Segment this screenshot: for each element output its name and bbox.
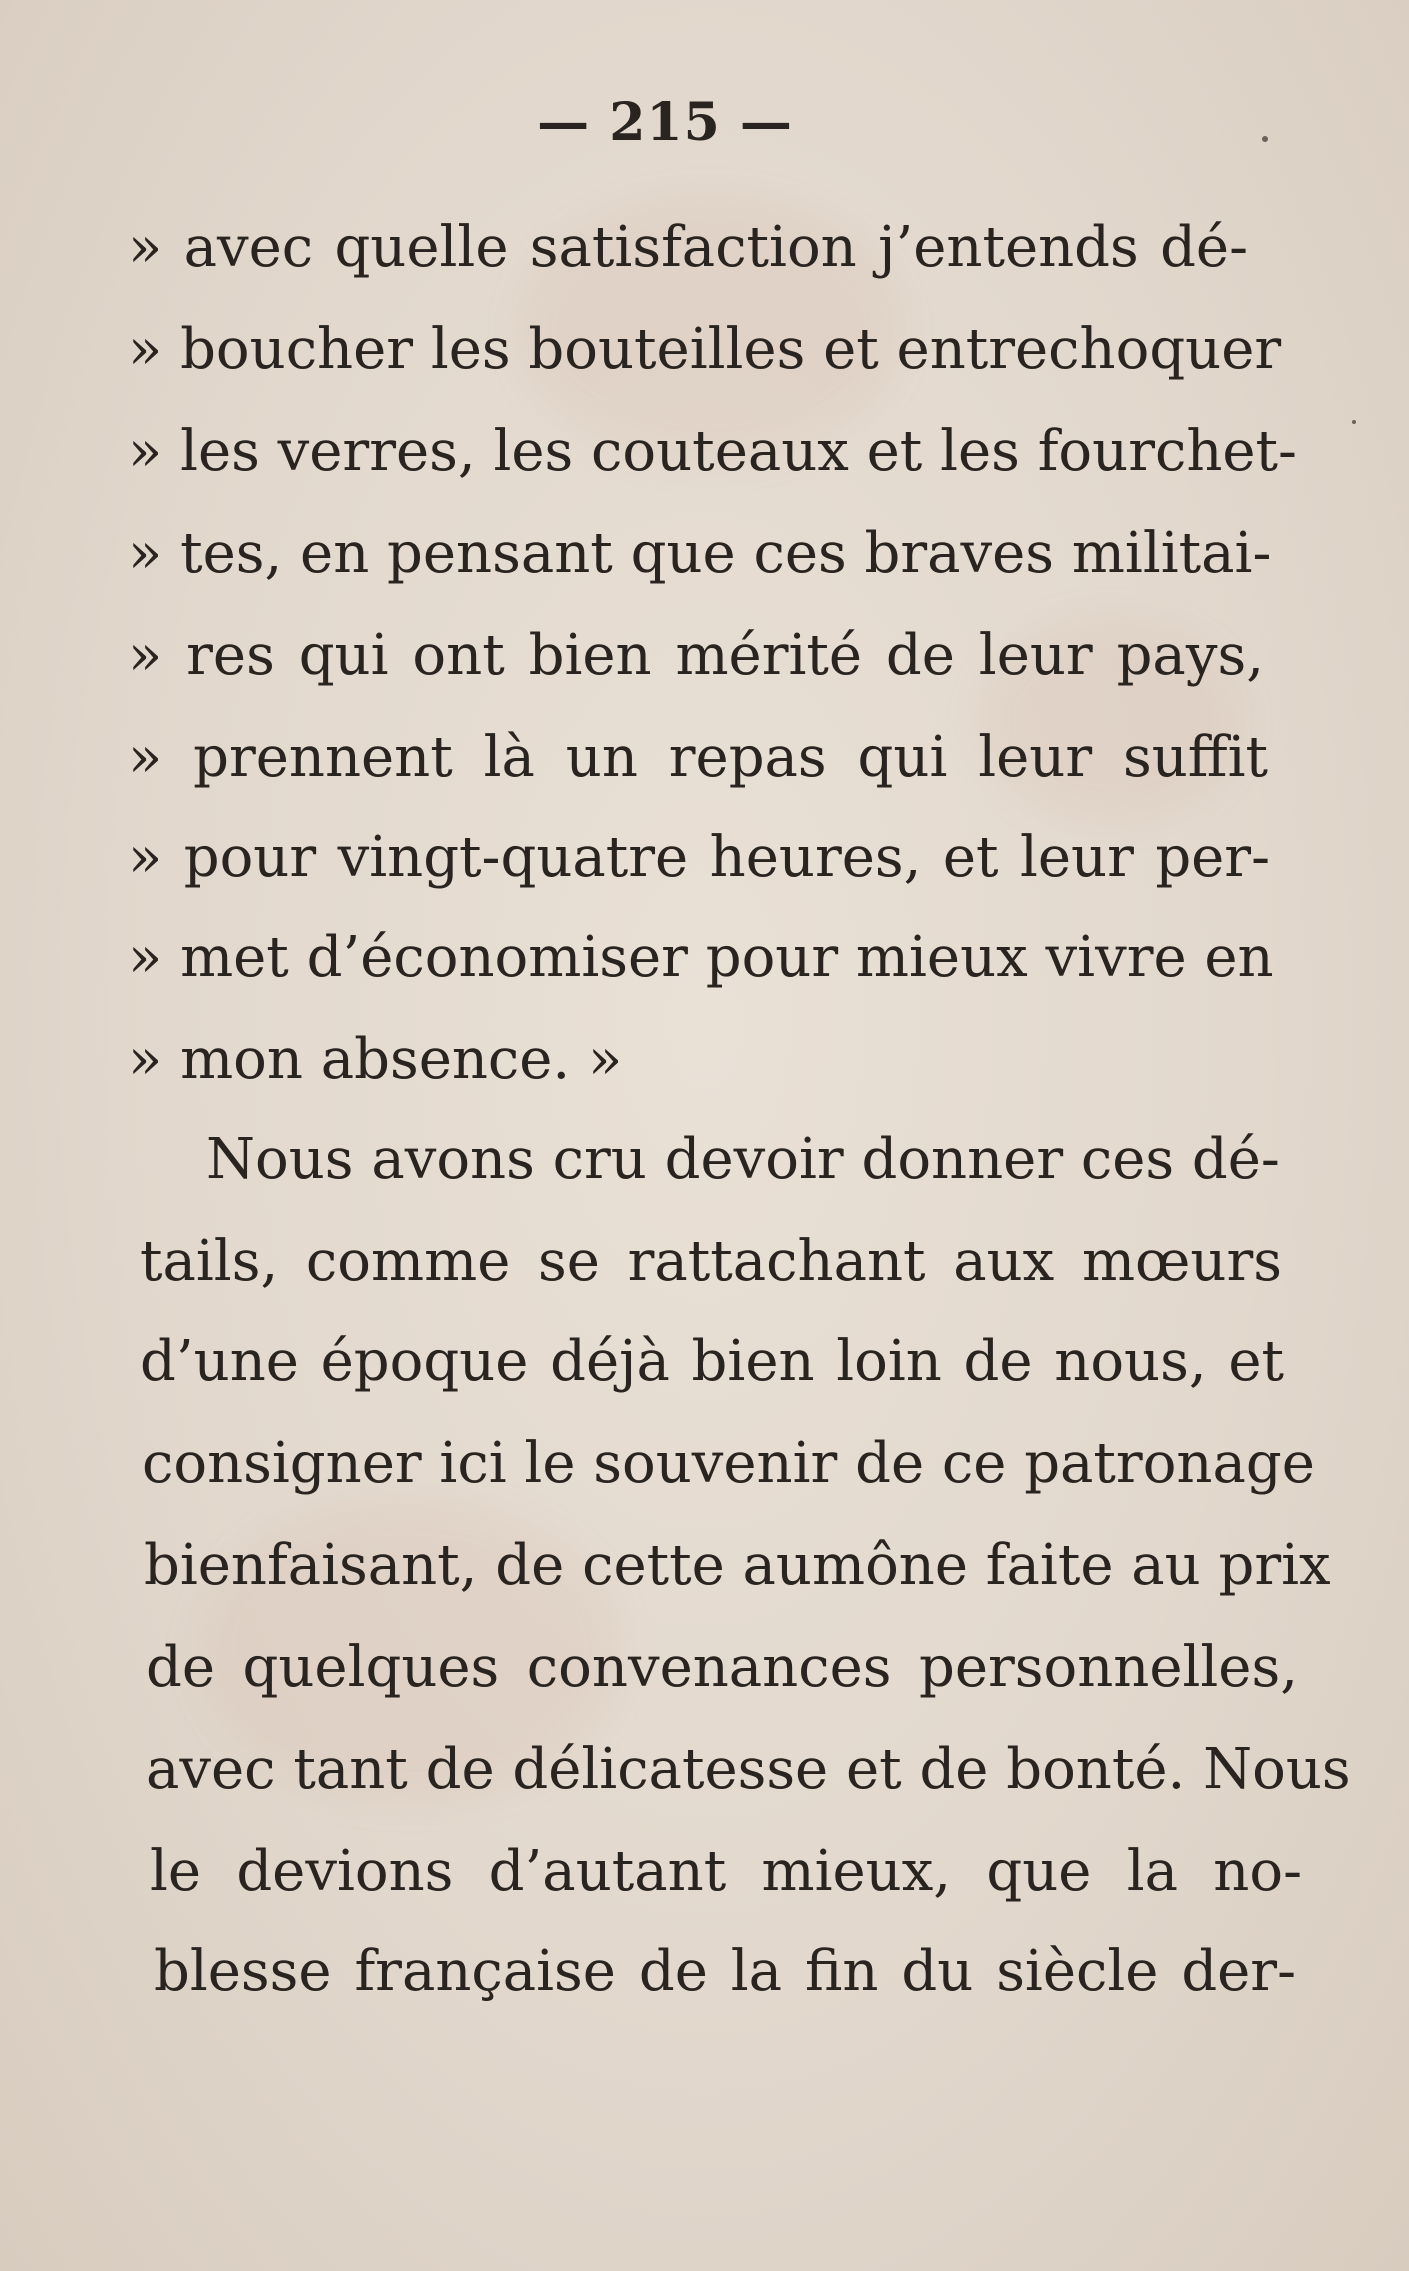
- text-line: consigner ici le souvenir de ce patronage: [142, 1431, 1315, 1496]
- text-line: le devions d’autant mieux, que la no-: [150, 1839, 1302, 1904]
- text-line: Nous avons cru devoir donner ces dé-: [206, 1127, 1280, 1192]
- text-line: » tes, en pensant que ces braves militai-: [128, 521, 1272, 586]
- text-line: tails, comme se rattachant aux mœurs: [140, 1229, 1282, 1294]
- text-line: » met d’économiser pour mieux vivre en: [128, 925, 1274, 990]
- text-line: » les verres, les couteaux et les fourchet-: [128, 419, 1297, 484]
- text-line: bienfaisant, de cette aumône faite au prix: [144, 1533, 1331, 1598]
- text-line: d’une époque déjà bien loin de nous, et: [140, 1329, 1284, 1394]
- text-line: » pour vingt-quatre heures, et leur per-: [128, 825, 1270, 890]
- text-line: » avec quelle satisfaction j’entends dé-: [128, 215, 1248, 280]
- text-line: blesse française de la fin du siècle der-: [154, 1939, 1296, 2004]
- text-line: avec tant de délicatesse et de bonté. Nous: [146, 1737, 1351, 1802]
- page-number: — 215 —: [537, 92, 793, 153]
- ink-speck: [1352, 420, 1356, 424]
- text-line: de quelques convenances personnelles,: [146, 1635, 1298, 1700]
- text-line: » prennent là un repas qui leur suffit: [128, 725, 1268, 790]
- text-line: » boucher les bouteilles et entrechoquer: [128, 317, 1282, 382]
- text-line: » mon absence. »: [128, 1027, 623, 1092]
- text-line: » res qui ont bien mérité de leur pays,: [128, 623, 1264, 688]
